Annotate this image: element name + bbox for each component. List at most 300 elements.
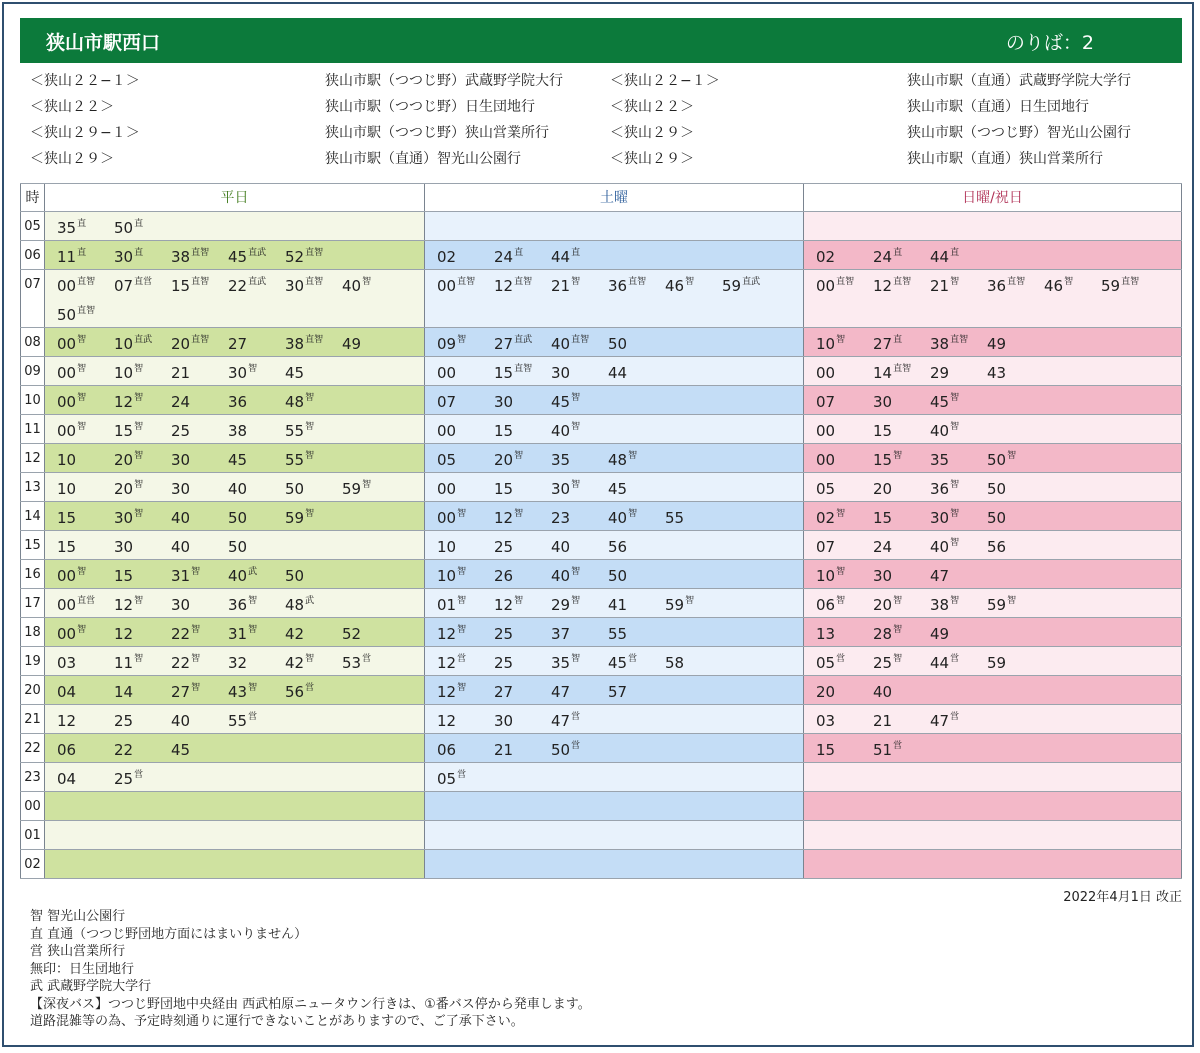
route-mark: 直智 [305, 335, 324, 345]
departure-time [551, 415, 608, 444]
departure-time [608, 676, 665, 705]
weekday-cell [44, 705, 424, 733]
saturday-cell [424, 792, 803, 820]
departure-time [228, 328, 285, 357]
saturday-column-header: 土曜 [424, 184, 803, 211]
departure-minute: 04 [57, 770, 77, 788]
note-line: 無印：日生団地行 [30, 961, 135, 977]
departure-minute: 30 [551, 480, 571, 498]
departure-time [665, 502, 722, 531]
route-mark: 直智 [893, 277, 912, 287]
timetable-row [20, 415, 1182, 444]
departure-minute: 25 [494, 538, 514, 556]
route-mark: 直武 [514, 335, 533, 345]
departure-minute: 30 [494, 712, 514, 730]
departure-minute: 50 [114, 219, 134, 237]
departure-time [873, 386, 930, 415]
route-row [20, 68, 1182, 94]
departure-minute: 55 [285, 422, 305, 440]
departure-minute: 56 [608, 538, 628, 556]
departure-minute: 38 [930, 335, 950, 353]
departure-time [437, 473, 494, 502]
sunday-cell [803, 792, 1182, 820]
departure-time [930, 270, 987, 299]
departure-minute: 27 [494, 683, 514, 701]
departure-minute: 12 [437, 712, 457, 730]
route-mark: 直 [893, 335, 903, 345]
saturday-cell [424, 734, 803, 762]
route-mark: 直武 [134, 335, 153, 345]
saturday-cell [424, 647, 803, 675]
route-mark: 智 [950, 277, 960, 287]
departure-time [285, 647, 342, 676]
departure-minute: 55 [285, 451, 305, 469]
departure-minute: 47 [930, 567, 950, 585]
departure-minute: 10 [437, 538, 457, 556]
timetable-row [20, 821, 1182, 850]
departure-time [930, 705, 987, 734]
timetable-row [20, 850, 1182, 879]
weekday-cell [44, 328, 424, 356]
departure-minute: 36 [987, 277, 1007, 295]
departure-time [873, 676, 930, 705]
departure-time [816, 502, 873, 531]
departure-time [171, 444, 228, 473]
departure-minute: 12 [114, 625, 134, 643]
departure-minute: 12 [873, 277, 893, 295]
departure-time [342, 328, 399, 357]
departure-minute: 21 [873, 712, 893, 730]
departure-minute: 40 [608, 509, 628, 527]
weekday-cell [44, 821, 424, 849]
departure-minute: 40 [228, 567, 248, 585]
departure-minute: 29 [551, 596, 571, 614]
departure-minute: 58 [665, 654, 685, 672]
route-mark: 直智 [191, 335, 210, 345]
route-mark: 直営 [134, 277, 153, 287]
hour-cell: 08 [20, 328, 44, 356]
departure-minute: 00 [437, 277, 457, 295]
departure-time [494, 415, 551, 444]
departure-minute: 10 [816, 335, 836, 353]
departure-minute: 59 [987, 654, 1007, 672]
departure-time [494, 241, 551, 270]
departure-time [114, 444, 171, 473]
departure-time [228, 473, 285, 502]
departure-minute: 48 [608, 451, 628, 469]
route-mark: 智 [836, 509, 846, 519]
departure-time [930, 241, 987, 270]
departure-minute: 35 [551, 654, 571, 672]
departure-minute: 07 [816, 538, 836, 556]
sunday-cell [803, 618, 1182, 646]
route-code: ＜狭山２９＞ [610, 125, 694, 141]
departure-minute: 11 [114, 654, 134, 672]
route-row [20, 146, 1182, 172]
departure-time [816, 560, 873, 589]
route-mark: 営 [248, 712, 258, 722]
departure-time [551, 270, 608, 299]
route-mark: 智 [950, 538, 960, 548]
route-mark: 直 [77, 248, 87, 258]
departure-time [608, 270, 665, 299]
route-mark: 智 [457, 509, 467, 519]
route-mark: 智 [134, 509, 144, 519]
departure-minute: 12 [114, 596, 134, 614]
departure-time [816, 386, 873, 415]
departure-minute: 12 [114, 393, 134, 411]
note-line: 直 直通（つつじ野団地方面にはまいりません） [30, 926, 308, 942]
route-mark: 営 [571, 712, 581, 722]
departure-time [987, 589, 1044, 618]
departure-minute: 45 [285, 364, 305, 382]
departure-time [987, 473, 1044, 502]
departure-time [285, 386, 342, 415]
weekday-cell [44, 444, 424, 472]
timetable-row [20, 386, 1182, 415]
weekday-cell [44, 850, 424, 878]
departure-time [551, 531, 608, 560]
route-mark: 営 [305, 683, 315, 693]
departure-minute: 36 [930, 480, 950, 498]
departure-minute: 50 [551, 741, 571, 759]
departure-time [551, 502, 608, 531]
departure-minute: 10 [114, 335, 134, 353]
sunday-cell [803, 502, 1182, 530]
route-mark: 直 [514, 248, 524, 258]
departure-minute: 00 [816, 364, 836, 382]
departure-minute: 20 [873, 480, 893, 498]
departure-time [114, 212, 171, 241]
timetable-body [20, 212, 1182, 879]
route-mark: 智 [248, 625, 258, 635]
departure-time [873, 647, 930, 676]
departure-minute: 30 [551, 364, 571, 382]
departure-time [171, 415, 228, 444]
departure-minute: 47 [551, 683, 571, 701]
departure-minute: 00 [57, 567, 77, 585]
departure-time [114, 618, 171, 647]
timetable-row [20, 357, 1182, 386]
departure-minute: 30 [114, 509, 134, 527]
departure-minute: 06 [57, 741, 77, 759]
route-destination: 狭山市駅（つつじ野）智光山公園行 [907, 125, 1131, 141]
departure-time [342, 473, 399, 502]
departure-minute: 00 [816, 277, 836, 295]
departure-time [608, 531, 665, 560]
departure-time [285, 560, 342, 589]
departure-time [57, 299, 114, 328]
weekday-cell [44, 270, 424, 327]
route-mark: 智 [836, 567, 846, 577]
departure-time [873, 270, 930, 299]
departure-minute: 59 [1101, 277, 1121, 295]
sunday-cell [803, 560, 1182, 588]
departure-minute: 51 [873, 741, 893, 759]
route-mark: 智 [134, 451, 144, 461]
departure-time [171, 647, 228, 676]
departure-time [114, 589, 171, 618]
hour-cell: 23 [20, 763, 44, 791]
departure-minute: 15 [171, 277, 191, 295]
hour-cell: 14 [20, 502, 44, 530]
departure-time [114, 531, 171, 560]
route-mark: 智 [457, 567, 467, 577]
sunday-cell [803, 444, 1182, 472]
departure-minute: 07 [114, 277, 134, 295]
departure-minute: 56 [987, 538, 1007, 556]
departure-time [873, 705, 930, 734]
departure-minute: 48 [285, 596, 305, 614]
legend-notes [30, 908, 591, 1031]
departure-time [437, 560, 494, 589]
route-list [20, 68, 1182, 172]
departure-time [930, 328, 987, 357]
departure-minute: 52 [342, 625, 362, 643]
departure-minute: 30 [494, 393, 514, 411]
departure-minute: 45 [608, 480, 628, 498]
departure-minute: 10 [816, 567, 836, 585]
departure-time [816, 415, 873, 444]
timetable-row [20, 618, 1182, 647]
timetable-row [20, 647, 1182, 676]
departure-time [171, 270, 228, 299]
departure-minute: 40 [551, 567, 571, 585]
route-mark: 智 [457, 596, 467, 606]
departure-minute: 12 [437, 625, 457, 643]
departure-minute: 40 [342, 277, 362, 295]
departure-minute: 59 [285, 509, 305, 527]
departure-time [551, 589, 608, 618]
route-mark: 武 [305, 596, 315, 606]
departure-time [494, 676, 551, 705]
departure-minute: 12 [494, 596, 514, 614]
departure-minute: 40 [551, 538, 571, 556]
weekday-cell [44, 241, 424, 269]
departure-minute: 13 [816, 625, 836, 643]
departure-time [1044, 270, 1101, 299]
route-mark: 智 [950, 509, 960, 519]
departure-time [114, 676, 171, 705]
route-mark: 直智 [950, 335, 969, 345]
departure-time [437, 328, 494, 357]
route-mark: 直智 [893, 364, 912, 374]
departure-minute: 49 [987, 335, 1007, 353]
departure-minute: 25 [114, 712, 134, 730]
route-mark: 智 [685, 596, 695, 606]
departure-minute: 50 [987, 480, 1007, 498]
departure-minute: 40 [930, 422, 950, 440]
route-mark: 直営 [77, 596, 96, 606]
departure-minute: 25 [494, 625, 514, 643]
departure-time [57, 560, 114, 589]
departure-time [494, 589, 551, 618]
departure-minute: 31 [228, 625, 248, 643]
departure-minute: 22 [114, 741, 134, 759]
departure-time [551, 357, 608, 386]
route-mark: 直武 [248, 248, 267, 258]
departure-time [816, 676, 873, 705]
route-mark: 直智 [1007, 277, 1026, 287]
departure-time [494, 560, 551, 589]
route-mark: 智 [134, 654, 144, 664]
departure-time [171, 676, 228, 705]
route-mark: 営 [950, 712, 960, 722]
departure-minute: 30 [873, 567, 893, 585]
departure-time [437, 734, 494, 763]
departure-minute: 47 [930, 712, 950, 730]
departure-minute: 00 [57, 625, 77, 643]
route-destination: 狭山市駅（つつじ野）日生団地行 [325, 99, 535, 115]
saturday-cell [424, 821, 803, 849]
departure-minute: 20 [873, 596, 893, 614]
departure-time [494, 705, 551, 734]
route-mark: 智 [893, 596, 903, 606]
departure-time [228, 705, 285, 734]
departure-minute: 30 [171, 596, 191, 614]
departure-time [285, 415, 342, 444]
departure-minute: 29 [930, 364, 950, 382]
departure-minute: 15 [57, 538, 77, 556]
departure-minute: 00 [437, 480, 457, 498]
departure-minute: 46 [665, 277, 685, 295]
route-mark: 直智 [571, 335, 590, 345]
route-mark: 営 [457, 654, 467, 664]
departure-time [57, 618, 114, 647]
departure-time [1101, 270, 1158, 299]
route-mark: 直智 [836, 277, 855, 287]
departure-minute: 12 [437, 654, 457, 672]
departure-time [437, 676, 494, 705]
saturday-cell [424, 705, 803, 733]
departure-minute: 27 [494, 335, 514, 353]
hour-cell: 07 [20, 270, 44, 327]
departure-time [285, 473, 342, 502]
route-destination: 狭山市駅（直通）武蔵野学院大学行 [907, 73, 1131, 89]
route-mark: 直 [571, 248, 581, 258]
departure-time [494, 734, 551, 763]
sunday-cell [803, 850, 1182, 878]
route-mark: 智 [628, 509, 638, 519]
departure-time [930, 386, 987, 415]
route-mark: 智 [305, 393, 315, 403]
hour-cell: 22 [20, 734, 44, 762]
departure-time [437, 705, 494, 734]
departure-minute: 12 [494, 509, 514, 527]
hour-cell: 16 [20, 560, 44, 588]
saturday-cell [424, 357, 803, 385]
hour-column-header: 時 [20, 184, 44, 211]
departure-time [551, 734, 608, 763]
departure-time [437, 270, 494, 299]
departure-minute: 21 [494, 741, 514, 759]
saturday-cell [424, 415, 803, 443]
sunday-cell [803, 386, 1182, 414]
departure-minute: 59 [665, 596, 685, 614]
note-line: 【深夜バス】つつじ野団地中央経由 西武柏原ニュータウン行きは、①番バス停から発車します。 [30, 996, 591, 1012]
route-mark: 智 [191, 625, 201, 635]
route-mark: 直智 [628, 277, 647, 287]
route-code: ＜狭山２２＞ [610, 99, 694, 115]
departure-minute: 42 [285, 654, 305, 672]
departure-minute: 38 [228, 422, 248, 440]
departure-time [816, 270, 873, 299]
route-mark: 智 [950, 596, 960, 606]
departure-time [228, 647, 285, 676]
departure-minute: 15 [57, 509, 77, 527]
departure-time [551, 328, 608, 357]
departure-minute: 30 [285, 277, 305, 295]
timetable-row [20, 560, 1182, 589]
departure-time [114, 473, 171, 502]
route-row [20, 120, 1182, 146]
departure-time [722, 270, 779, 299]
route-mark: 智 [191, 683, 201, 693]
departure-minute: 02 [816, 248, 836, 266]
timetable-row [20, 444, 1182, 473]
hour-cell: 15 [20, 531, 44, 559]
departure-time [494, 473, 551, 502]
departure-time [608, 647, 665, 676]
departure-time [608, 502, 665, 531]
departure-minute: 30 [873, 393, 893, 411]
departure-minute: 31 [171, 567, 191, 585]
departure-minute: 20 [171, 335, 191, 353]
departure-minute: 53 [342, 654, 362, 672]
departure-time [930, 357, 987, 386]
platform-label: のりば：2 [1005, 32, 1094, 54]
departure-minute: 00 [57, 393, 77, 411]
departure-time [494, 444, 551, 473]
saturday-cell [424, 531, 803, 559]
revision-date: 2022年4月1日 改正 [1063, 890, 1182, 905]
route-mark: 智 [134, 364, 144, 374]
departure-time [873, 241, 930, 270]
departure-minute: 32 [228, 654, 248, 672]
route-mark: 智 [77, 567, 87, 577]
route-mark: 営 [457, 770, 467, 780]
route-mark: 智 [571, 654, 581, 664]
departure-time [873, 328, 930, 357]
departure-time [285, 676, 342, 705]
departure-minute: 00 [816, 422, 836, 440]
departure-time [608, 560, 665, 589]
departure-time [57, 763, 114, 792]
saturday-cell [424, 386, 803, 414]
departure-time [228, 618, 285, 647]
departure-minute: 43 [987, 364, 1007, 382]
departure-time [816, 589, 873, 618]
timetable-row [20, 531, 1182, 560]
route-mark: 智 [571, 567, 581, 577]
departure-time [57, 676, 114, 705]
departure-time [816, 705, 873, 734]
departure-time [57, 212, 114, 241]
saturday-cell [424, 560, 803, 588]
departure-time [228, 241, 285, 270]
departure-minute: 40 [551, 422, 571, 440]
departure-minute: 35 [930, 451, 950, 469]
route-mark: 智 [1007, 451, 1017, 461]
departure-minute: 35 [551, 451, 571, 469]
hour-cell: 19 [20, 647, 44, 675]
departure-minute: 49 [930, 625, 950, 643]
weekday-cell [44, 212, 424, 240]
departure-minute: 35 [57, 219, 77, 237]
hour-cell: 09 [20, 357, 44, 385]
departure-time [494, 357, 551, 386]
departure-minute: 03 [816, 712, 836, 730]
